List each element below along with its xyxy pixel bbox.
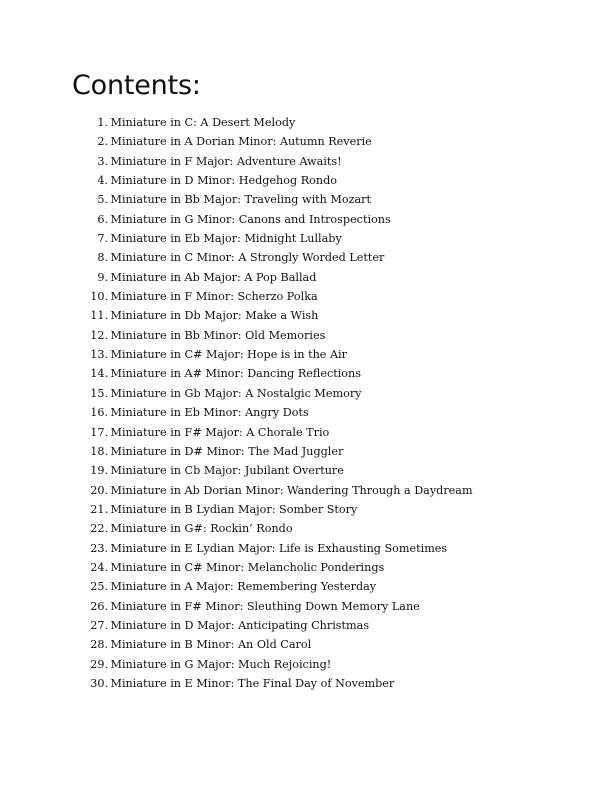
toc-entry	[86, 345, 473, 364]
toc-entry-title: Miniature in C Minor: A Strongly Worded Letter	[110, 251, 385, 265]
table-of-contents	[86, 113, 473, 693]
toc-entry-number: 3.	[97, 154, 108, 168]
toc-entry-title: Miniature in Bb Minor: Old Memories	[110, 328, 326, 342]
toc-entry-title: Miniature in A Major: Remembering Yesterday	[110, 580, 377, 594]
toc-entry	[86, 364, 473, 383]
toc-entry-gap	[108, 326, 109, 345]
toc-entry-gap	[108, 519, 109, 538]
toc-entry-title: Miniature in C# Minor: Melancholic Ponderings	[110, 560, 385, 574]
toc-entry-title: Miniature in G#: Rockin’ Rondo	[110, 522, 293, 536]
toc-entry-number: 5.	[97, 193, 108, 207]
page-title: Contents:	[72, 70, 201, 101]
toc-entry	[86, 287, 473, 306]
toc-entry-number: 12.	[90, 328, 108, 342]
toc-entry-gap	[108, 171, 109, 190]
toc-entry	[86, 268, 473, 287]
toc-entry	[86, 326, 473, 345]
toc-entry	[86, 519, 473, 538]
toc-entry-title: Miniature in Cb Major: Jubilant Overture	[110, 464, 344, 478]
toc-entry-title: Miniature in A Dorian Minor: Autumn Reverie	[110, 135, 372, 149]
toc-entry	[86, 132, 473, 151]
toc-entry-number: 29.	[90, 657, 108, 671]
toc-entry-title: Miniature in Ab Major: A Pop Ballad	[110, 270, 317, 284]
toc-entry-title: Miniature in Db Major: Make a Wish	[110, 309, 319, 323]
toc-entry-number: 6.	[97, 212, 108, 226]
toc-entry-gap	[108, 345, 109, 364]
toc-entry	[86, 229, 473, 248]
toc-entry	[86, 558, 473, 577]
toc-entry	[86, 171, 473, 190]
toc-entry-gap	[108, 364, 109, 383]
toc-entry-title: Miniature in D Minor: Hedgehog Rondo	[110, 174, 337, 188]
toc-entry-gap	[108, 539, 109, 558]
toc-entry-gap	[108, 558, 109, 577]
toc-entry	[86, 500, 473, 519]
toc-entry-gap	[108, 306, 109, 325]
toc-entry-title: Miniature in F Major: Adventure Awaits!	[110, 154, 342, 168]
toc-entry-title: Miniature in Gb Major: A Nostalgic Memory	[110, 386, 362, 400]
toc-entry-title: Miniature in Ab Dorian Minor: Wandering Through a Daydream	[110, 483, 473, 497]
toc-entry-title: Miniature in Bb Major: Traveling with Mozart	[110, 193, 372, 207]
toc-entry	[86, 655, 473, 674]
toc-entry	[86, 306, 473, 325]
toc-entry-number: 15.	[90, 386, 108, 400]
toc-entry-gap	[108, 674, 109, 693]
toc-entry-number: 19.	[90, 464, 108, 478]
toc-entry	[86, 384, 473, 403]
toc-entry-gap	[108, 210, 109, 229]
toc-entry-gap	[108, 403, 109, 422]
toc-entry	[86, 616, 473, 635]
toc-entry	[86, 190, 473, 209]
toc-entry-number: 14.	[90, 367, 108, 381]
toc-entry	[86, 152, 473, 171]
toc-entry	[86, 423, 473, 442]
toc-entry-number: 16.	[90, 406, 108, 420]
toc-entry-gap	[108, 287, 109, 306]
toc-entry	[86, 403, 473, 422]
toc-entry-gap	[108, 442, 109, 461]
toc-entry-number: 28.	[90, 638, 108, 652]
toc-entry-number: 1.	[97, 116, 108, 129]
toc-entry	[86, 113, 473, 132]
toc-entry-title: Miniature in E Minor: The Final Day of November	[110, 676, 395, 690]
toc-entry-number: 2.	[97, 135, 108, 149]
toc-entry-gap	[108, 113, 109, 132]
toc-entry-gap	[108, 268, 109, 287]
toc-entry-number: 4.	[97, 174, 108, 188]
toc-entry-number: 23.	[90, 541, 108, 555]
toc-entry-title: Miniature in Eb Major: Midnight Lullaby	[110, 232, 342, 246]
toc-entry-title: Miniature in E Lydian Major: Life is Exhausting Sometimes	[110, 541, 448, 555]
toc-entry	[86, 248, 473, 267]
toc-entry-gap	[108, 481, 109, 500]
toc-entry	[86, 539, 473, 558]
toc-entry-gap	[108, 461, 109, 480]
toc-entry-gap	[108, 152, 109, 171]
toc-entry-number: 10.	[90, 290, 108, 304]
toc-entry	[86, 674, 473, 693]
toc-entry-number: 18.	[90, 444, 108, 458]
toc-entry-number: 13.	[90, 348, 108, 362]
toc-entry-title: Miniature in C# Major: Hope is in the Air	[110, 348, 347, 362]
toc-entry-number: 21.	[90, 502, 108, 516]
toc-entry-gap	[108, 132, 109, 151]
toc-entry-number: 24.	[90, 560, 108, 574]
toc-entry-gap	[108, 190, 109, 209]
toc-entry-number: 25.	[90, 580, 108, 594]
toc-entry-title: Miniature in F# Minor: Sleuthing Down Memory Lane	[110, 599, 420, 613]
toc-entry-gap	[108, 577, 109, 596]
toc-entry	[86, 577, 473, 596]
toc-entry-title: Miniature in A# Minor: Dancing Reflections	[110, 367, 361, 381]
toc-entry	[86, 597, 473, 616]
toc-entry-number: 7.	[97, 232, 108, 246]
toc-entry-gap	[108, 500, 109, 519]
toc-entry-gap	[108, 384, 109, 403]
toc-entry-title: Miniature in D# Minor: The Mad Juggler	[110, 444, 344, 458]
toc-entry-title: Miniature in B Lydian Major: Somber Story	[110, 502, 358, 516]
toc-entry-number: 22.	[90, 522, 108, 536]
toc-entry-title: Miniature in C: A Desert Melody	[110, 116, 296, 129]
toc-entry-number: 11.	[90, 309, 108, 323]
toc-entry-number: 27.	[90, 618, 108, 632]
toc-entry-number: 30.	[90, 676, 108, 690]
toc-entry-gap	[108, 248, 109, 267]
toc-entry	[86, 461, 473, 480]
toc-entry-number: 8.	[97, 251, 108, 265]
toc-entry-gap	[108, 635, 109, 654]
toc-entry-title: Miniature in F# Major: A Chorale Trio	[110, 425, 330, 439]
toc-entry-title: Miniature in F Minor: Scherzo Polka	[110, 290, 318, 304]
toc-entry-title: Miniature in B Minor: An Old Carol	[110, 638, 312, 652]
toc-entry	[86, 481, 473, 500]
toc-entry-title: Miniature in Eb Minor: Angry Dots	[110, 406, 309, 420]
toc-entry	[86, 210, 473, 229]
toc-entry-title: Miniature in G Major: Much Rejoicing!	[110, 657, 332, 671]
toc-entry	[86, 442, 473, 461]
toc-entry-gap	[108, 229, 109, 248]
toc-entry	[86, 635, 473, 654]
toc-entry-gap	[108, 616, 109, 635]
toc-entry-number: 17.	[90, 425, 108, 439]
toc-entry-number: 20.	[90, 483, 108, 497]
toc-entry-number: 26.	[90, 599, 108, 613]
toc-entry-gap	[108, 597, 109, 616]
toc-entry-title: Miniature in D Major: Anticipating Christmas	[110, 618, 370, 632]
toc-entry-gap	[108, 423, 109, 442]
toc-entry-title: Miniature in G Minor: Canons and Introspections	[110, 212, 391, 226]
toc-entry-gap	[108, 655, 109, 674]
toc-entry-number: 9.	[97, 270, 108, 284]
